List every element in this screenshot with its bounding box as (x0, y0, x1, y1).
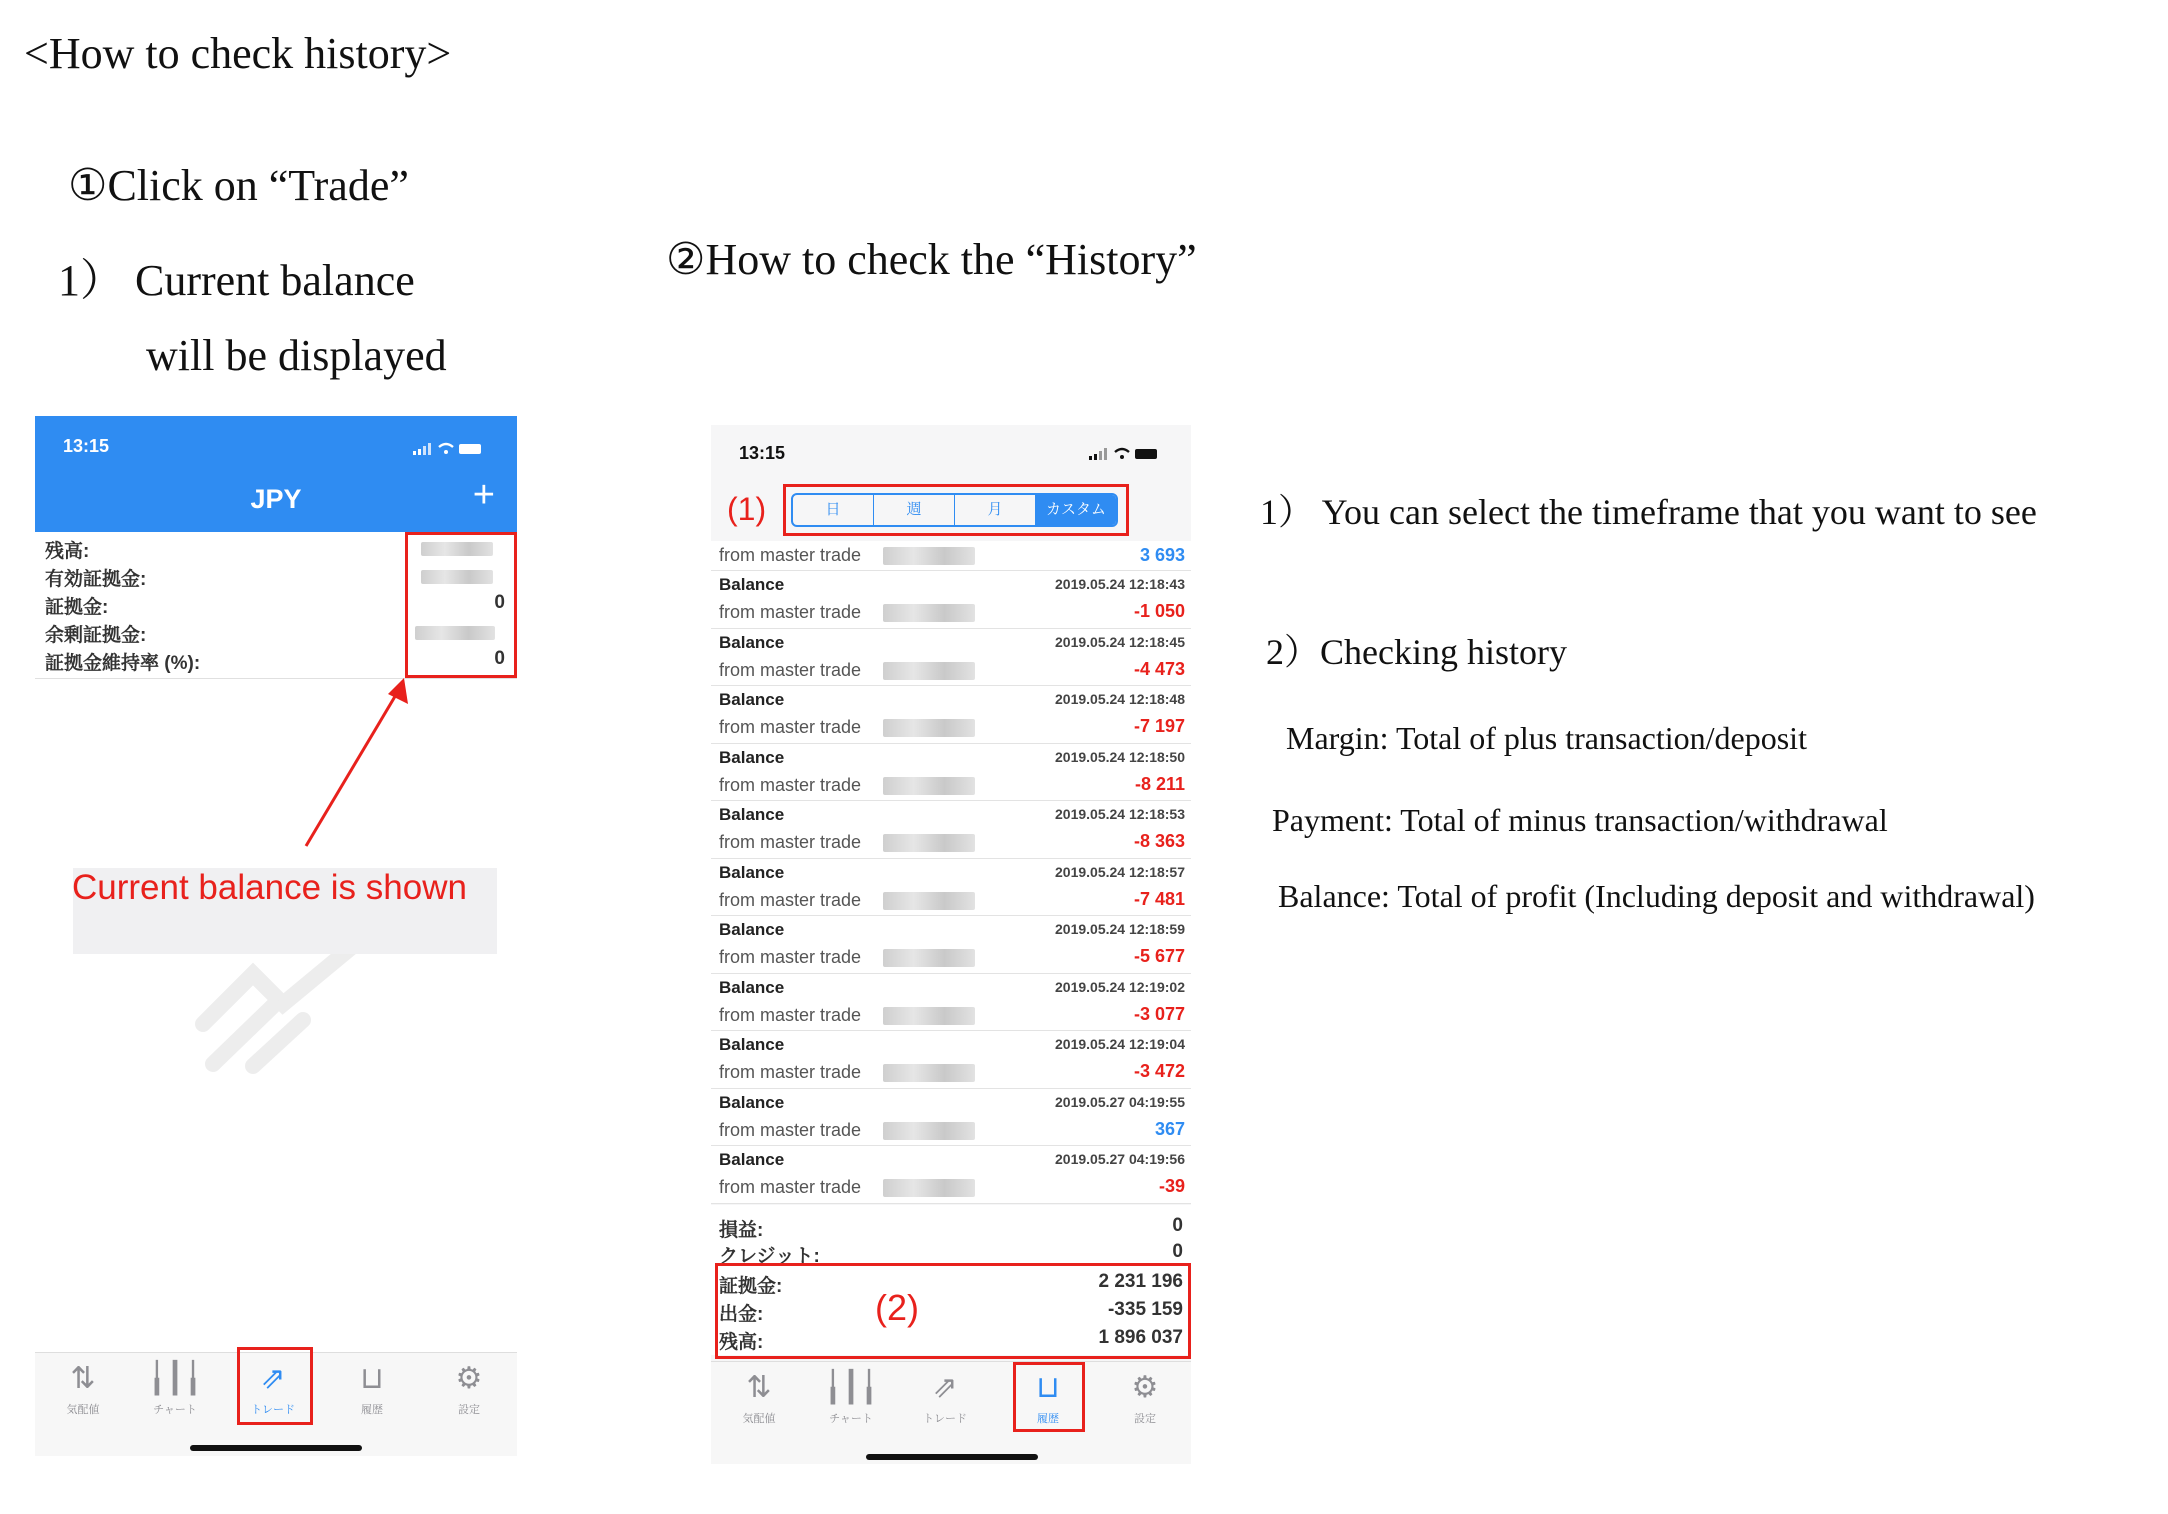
blurred-value (883, 1064, 975, 1082)
trade-watermark-icon (193, 946, 363, 1081)
tab-history[interactable] (332, 1361, 412, 1417)
history-screen (711, 425, 1191, 1464)
row-amount: -3 077 (1133, 1003, 1185, 1024)
tab-chart[interactable] (135, 1361, 215, 1417)
row-comment: from master trade (719, 545, 862, 565)
step2-title: ②How to check the “History” (666, 235, 1197, 284)
tab-settings[interactable] (429, 1361, 509, 1417)
history-row[interactable] (711, 1146, 1191, 1204)
row-type: Balance (719, 1092, 785, 1112)
row-type: Balance (719, 747, 785, 767)
chart-icon: ╽┃╽ (147, 1362, 203, 1395)
note-margin: Margin: Total of plus transaction/deposit (1286, 720, 1807, 756)
row-date: 2019.05.27 04:19:55 (1055, 1093, 1185, 1110)
row-amount: -3 472 (1133, 1061, 1185, 1081)
tab-label: チャート (829, 1413, 873, 1425)
step1-sub-line1: 1） Current balance (58, 256, 415, 305)
annotation-arrow (296, 670, 416, 860)
note-checking-history: 2）Checking history (1266, 632, 1567, 672)
row-comment: from master trade (719, 717, 862, 737)
row-amount: -7 197 (1133, 716, 1185, 736)
row-amount: -7 481 (1133, 888, 1185, 909)
home-indicator (190, 1445, 362, 1451)
tab-label: 履歴 (1037, 1413, 1059, 1425)
row-date: 2019.05.27 04:19:56 (1055, 1151, 1185, 1167)
tab-trade[interactable] (905, 1370, 985, 1426)
row-amount: -39 (1158, 1176, 1185, 1196)
annotation-label-1: (1) (727, 491, 767, 527)
chart-icon: ╽┃╽ (823, 1371, 879, 1404)
account-label: 証拠金: (45, 597, 109, 618)
summary-label: 残高: (719, 1332, 764, 1353)
blurred-value (883, 604, 975, 622)
row-date: 2019.05.24 12:18:45 (1055, 633, 1185, 650)
account-label: 証拠金維持率 (%): (45, 653, 201, 674)
row-type: Balance (719, 1035, 785, 1054)
tab-label: トレード (251, 1404, 295, 1416)
home-indicator (866, 1454, 1038, 1460)
history-row[interactable] (711, 541, 1191, 571)
row-type: Balance (719, 690, 785, 709)
blurred-value (883, 1179, 975, 1197)
history-row[interactable] (711, 801, 1191, 859)
row-comment: from master trade (719, 1177, 862, 1197)
row-comment: from master trade (719, 947, 862, 967)
tab-chart[interactable] (811, 1370, 891, 1426)
row-date: 2019.05.24 12:18:48 (1055, 691, 1185, 707)
tab-label: 履歴 (361, 1404, 383, 1416)
history-row[interactable] (711, 916, 1191, 974)
row-date: 2019.05.24 12:18:53 (1055, 806, 1185, 822)
row-type: Balance (719, 1150, 785, 1169)
account-label: 残高: (45, 541, 90, 562)
summary-row (719, 1215, 1183, 1242)
tab-bar (711, 1361, 1191, 1464)
row-type: Balance (719, 920, 785, 939)
quotes-icon: ⇅ (746, 1371, 772, 1404)
period-day[interactable]: 日 (793, 495, 874, 525)
history-row[interactable] (711, 859, 1191, 917)
tab-quotes[interactable] (43, 1361, 123, 1417)
trade-icon: ⇗ (932, 1371, 958, 1404)
history-row[interactable] (711, 629, 1191, 687)
row-date: 2019.05.24 12:19:04 (1055, 1036, 1185, 1052)
history-row[interactable] (711, 744, 1191, 802)
status-time: 13:15 (739, 443, 786, 463)
settings-icon: ⚙ (455, 1362, 483, 1395)
balance-highlight-box (405, 532, 517, 678)
period-custom[interactable]: カスタム (1036, 495, 1116, 525)
note-balance: Balance: Total of profit (Including deposit and withdrawal) (1278, 878, 2035, 914)
period-month[interactable]: 月 (955, 495, 1036, 525)
tab-label: 気配値 (66, 1404, 100, 1416)
row-amount: -8 211 (1134, 773, 1185, 794)
trade-screen (35, 416, 517, 1456)
tab-quotes[interactable] (719, 1370, 799, 1426)
row-type: Balance (719, 632, 785, 652)
quotes-icon: ⇅ (70, 1362, 96, 1395)
step1-title: ①Click on “Trade” (68, 161, 409, 210)
trade-tab-highlight-box (237, 1347, 313, 1425)
signal-icon (1089, 447, 1159, 466)
tab-settings[interactable] (1105, 1370, 1185, 1426)
row-amount: 367 (1154, 1118, 1185, 1139)
summary-value: 1 896 037 (1098, 1327, 1183, 1348)
blurred-value (883, 777, 975, 795)
history-row[interactable] (711, 1089, 1191, 1147)
row-comment: from master trade (719, 774, 862, 795)
tab-bar (35, 1352, 517, 1456)
blurred-value (883, 1122, 975, 1140)
period-week[interactable]: 週 (874, 495, 955, 525)
summary-label: 損益: (719, 1220, 764, 1241)
blurred-value (883, 949, 975, 967)
note-payment: Payment: Total of minus transaction/withdrawal (1272, 802, 1888, 838)
row-comment: from master trade (719, 889, 862, 910)
row-date: 2019.05.24 12:18:57 (1055, 863, 1185, 880)
account-label: 有効証拠金: (45, 569, 147, 590)
account-value: 0 (494, 592, 505, 613)
status-time: 13:15 (63, 436, 110, 456)
row-date: 2019.05.24 12:18:59 (1055, 921, 1185, 937)
history-icon: ⊔ (1036, 1371, 1060, 1404)
history-tab-highlight-box (1013, 1362, 1085, 1432)
row-date: 2019.05.24 12:18:50 (1055, 748, 1185, 765)
blurred-value (883, 662, 975, 680)
row-amount: 3 693 (1139, 545, 1185, 565)
trade-header (35, 416, 517, 532)
row-type: Balance (719, 862, 785, 882)
row-comment: from master trade (719, 832, 862, 852)
blurred-value (883, 892, 975, 910)
summary-highlight-box (715, 1263, 1191, 1359)
step1-sub-line2: will be displayed (146, 331, 447, 380)
summary-label: クレジット: (719, 1246, 820, 1267)
settings-icon: ⚙ (1131, 1371, 1159, 1404)
currency-title: JPY (250, 484, 302, 514)
summary-value: 0 (1172, 1215, 1183, 1236)
blurred-value (883, 719, 975, 737)
annotation-label-2: (2) (875, 1287, 919, 1328)
row-type: Balance (719, 575, 785, 594)
row-comment: from master trade (719, 659, 862, 680)
summary-label: 出金: (719, 1304, 764, 1325)
row-comment: from master trade (719, 1004, 862, 1025)
row-amount: -1 050 (1133, 601, 1185, 621)
row-amount: -4 473 (1133, 658, 1185, 679)
trade-icon: ⇗ (260, 1362, 286, 1395)
divider (35, 678, 517, 679)
summary-value: 2 231 196 (1098, 1271, 1183, 1292)
add-button[interactable]: + (472, 474, 495, 516)
history-row[interactable] (711, 571, 1191, 629)
blurred-value (883, 547, 975, 565)
tab-label: 設定 (1134, 1413, 1156, 1425)
tab-label: トレード (923, 1413, 967, 1425)
period-highlight-box (783, 484, 1129, 536)
history-row[interactable] (711, 686, 1191, 744)
summary-label: 証拠金: (719, 1276, 783, 1297)
tab-label: 設定 (458, 1404, 480, 1416)
history-icon: ⊔ (360, 1362, 384, 1395)
row-amount: -8 363 (1133, 831, 1185, 851)
row-amount: -5 677 (1133, 946, 1185, 966)
row-comment: from master trade (719, 1119, 862, 1140)
page-heading: <How to check history> (24, 29, 452, 78)
signal-icon (413, 442, 483, 461)
blurred-value (883, 834, 975, 852)
tab-label: 気配値 (742, 1413, 776, 1425)
history-row[interactable] (711, 974, 1191, 1032)
account-label: 余剰証拠金: (45, 625, 147, 646)
row-comment: from master trade (719, 602, 862, 622)
row-type: Balance (719, 805, 785, 824)
account-value: 0 (494, 648, 505, 669)
summary-value: -335 159 (1107, 1299, 1183, 1320)
row-date: 2019.05.24 12:19:02 (1055, 978, 1185, 995)
history-row[interactable] (711, 1031, 1191, 1089)
row-date: 2019.05.24 12:18:43 (1055, 576, 1185, 592)
tab-label: チャート (153, 1404, 197, 1416)
annotation-current-balance: Current balance is shown (72, 868, 467, 907)
summary-value: 0 (1172, 1241, 1183, 1262)
blurred-value (883, 1007, 975, 1025)
row-comment: from master trade (719, 1062, 862, 1082)
row-type: Balance (719, 977, 785, 997)
note-timeframe: 1） You can select the timeframe that you want to see (1260, 492, 2037, 532)
